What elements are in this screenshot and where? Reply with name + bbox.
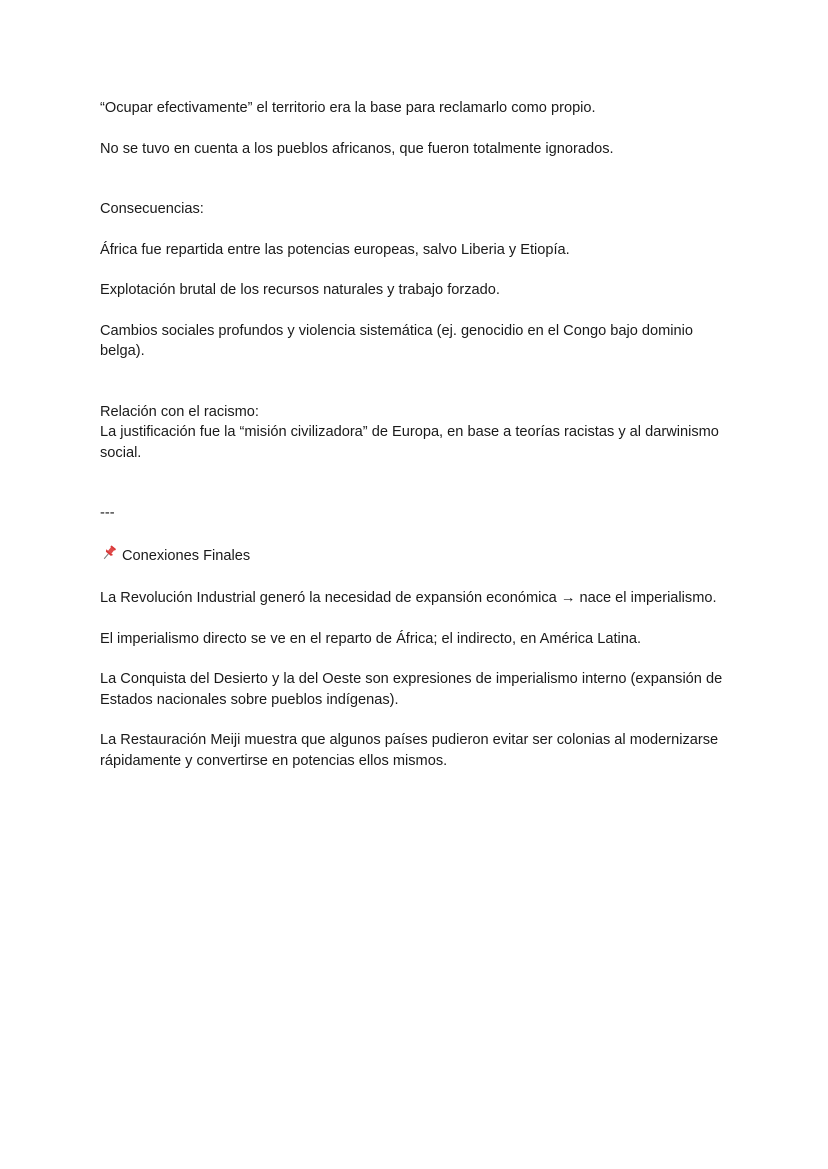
heading-consecuencias: Consecuencias: bbox=[100, 201, 204, 217]
paragraph-racismo: La justificación fue la “misión civilizadora” de Europa, en base a teorías racistas y al darwinismo social. bbox=[100, 424, 719, 461]
paragraph-explotacion: Explotación brutal de los recursos naturales y trabajo forzado. bbox=[100, 282, 500, 298]
paragraph-conquista-desierto: La Conquista del Desierto y la del Oeste son expresiones de imperialismo interno (expansión de Estados nacionales sobre pueblos indígenas). bbox=[100, 671, 723, 708]
paragraph-cambios-sociales: Cambios sociales profundos y violencia sistemática (ej. genocidio en el Congo bajo dominio belga). bbox=[100, 322, 693, 359]
paragraph-imperialismo-directo: El imperialismo directo se ve en el reparto de África; el indirecto, en América Latina. bbox=[100, 630, 642, 647]
paragraph-ocupacion: “Ocupar efectivamente” el territorio era la base para reclamarlo como propio. bbox=[100, 100, 596, 116]
paragraph-pueblos-ignorados: No se tuvo en cuenta a los pueblos africanos, que fueron totalmente ignorados. bbox=[100, 140, 614, 157]
paragraph-revolucion-industrial: La Revolución Industrial generó la necesidad de expansión económica → nace el imperialismo. bbox=[100, 590, 717, 606]
paragraph-restauracion-meiji: La Restauración Meiji muestra que algunos países pudieron evitar ser colonias al modernizarse rápidamente y convertirse en potencias ellos mismos. bbox=[100, 732, 719, 769]
separator: --- bbox=[100, 505, 115, 521]
document-body bbox=[100, 98, 740, 771]
paragraph-reparto-africa: África fue repartida entre las potencias europeas, salvo Liberia y Etiopía. bbox=[100, 241, 570, 258]
heading-racismo: Relación con el racismo: bbox=[100, 403, 259, 420]
heading-conexiones-finales bbox=[100, 544, 740, 569]
pushpin-icon bbox=[100, 544, 118, 569]
conexiones-finales-label: Conexiones Finales bbox=[122, 547, 251, 564]
